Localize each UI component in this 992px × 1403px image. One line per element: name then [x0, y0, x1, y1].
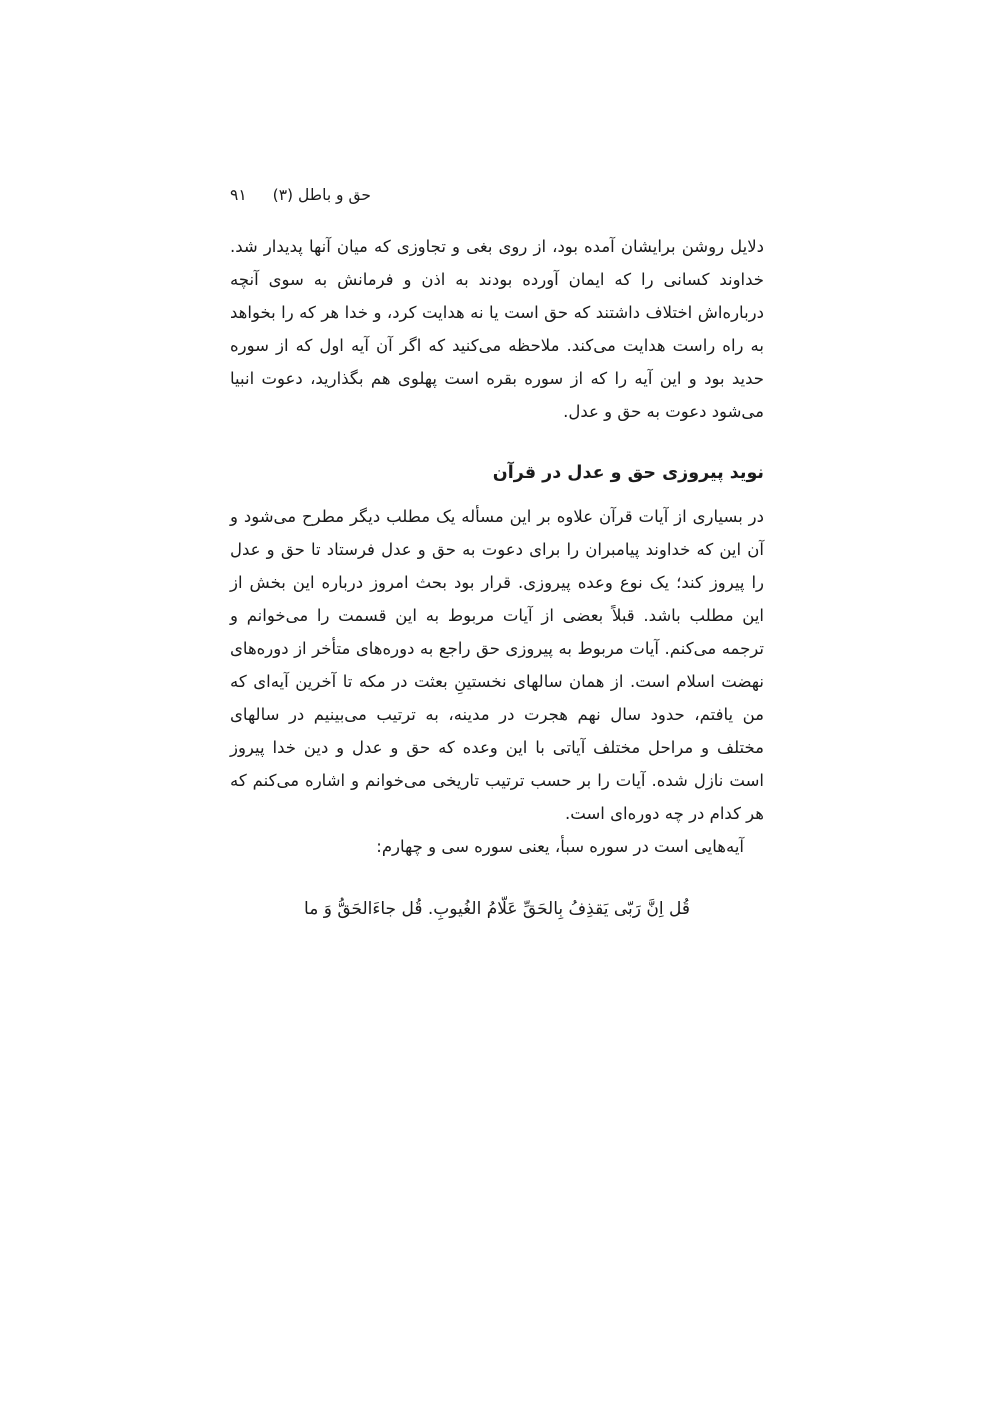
page-number: ۹۱: [230, 186, 247, 204]
running-header: [230, 186, 764, 204]
verse-intro-line: آیه‌هایی است در سوره سبأ، یعنی سوره سی و چهارم:: [376, 837, 744, 856]
quran-verse: قُل اِنَّ رَبّی یَقذِفُ بِالحَقِّ عَلّامُ الغُیوبِ. قُل جاءَالحَقُّ وَ ما: [304, 899, 690, 919]
paragraph-2: در بسیاری از آیات قرآن علاوه بر این مسأله یک مطلب دیگر مطرح می‌شود و آن این که خداوند پیامبران را برای دعوت به حق و عدل فرستاد تا حق و عدل را پیروز کند؛ یک نوع وعده پیروزی. قرار بود بحث امروز درباره این بخش از این مطلب باشد. قبلاً بعضی از آیات مربوط به این قسمت را می‌خوانم و ترجمه می‌کنم. آیات مربوط به پیروزی حق راجع به دوره‌های متأخر از دوره‌های نهضت اسلام است. از همان سالهای نخستینِ بعثت در مکه تا آخرین آیه‌ای که من یافتم، حدود سال نهم هجرت در مدینه، به ترتیب می‌بینیم در سالهای مختلف و مراحل مختلف آیاتی با این وعده که حق و عدل و دین خدا پیروز است نازل شده. آیات را بر حسب ترتیب تاریخی می‌خوانم و اشاره می‌کنم که هر کدام در چه دوره‌ای است.: [230, 507, 764, 823]
section-heading: نوید پیروزی حق و عدل در قرآن: [492, 463, 764, 483]
book-title: حق و باطل (۳): [272, 186, 371, 204]
page-content: [230, 186, 764, 927]
paragraph-1: دلایل روشن برایشان آمده بود، از روی بغی و تجاوزی که میان آنها پدیدار شد. خداوند کسانی را که ایمان آورده بودند به اذن و فرمانش به سوی آنچه درباره‌اش اختلاف داشتند که حق است یا نه هدایت کرد، و خدا هر که را بخواهد به راه راست هدایت می‌کند. ملاحظه می‌کنید که اگر آن آیه اول که از سوره حدید بود و این آیه را که از سوره بقره است پهلوی هم بگذارید، دعوت انبیا می‌شود دعوت به حق و عدل.: [230, 237, 764, 421]
